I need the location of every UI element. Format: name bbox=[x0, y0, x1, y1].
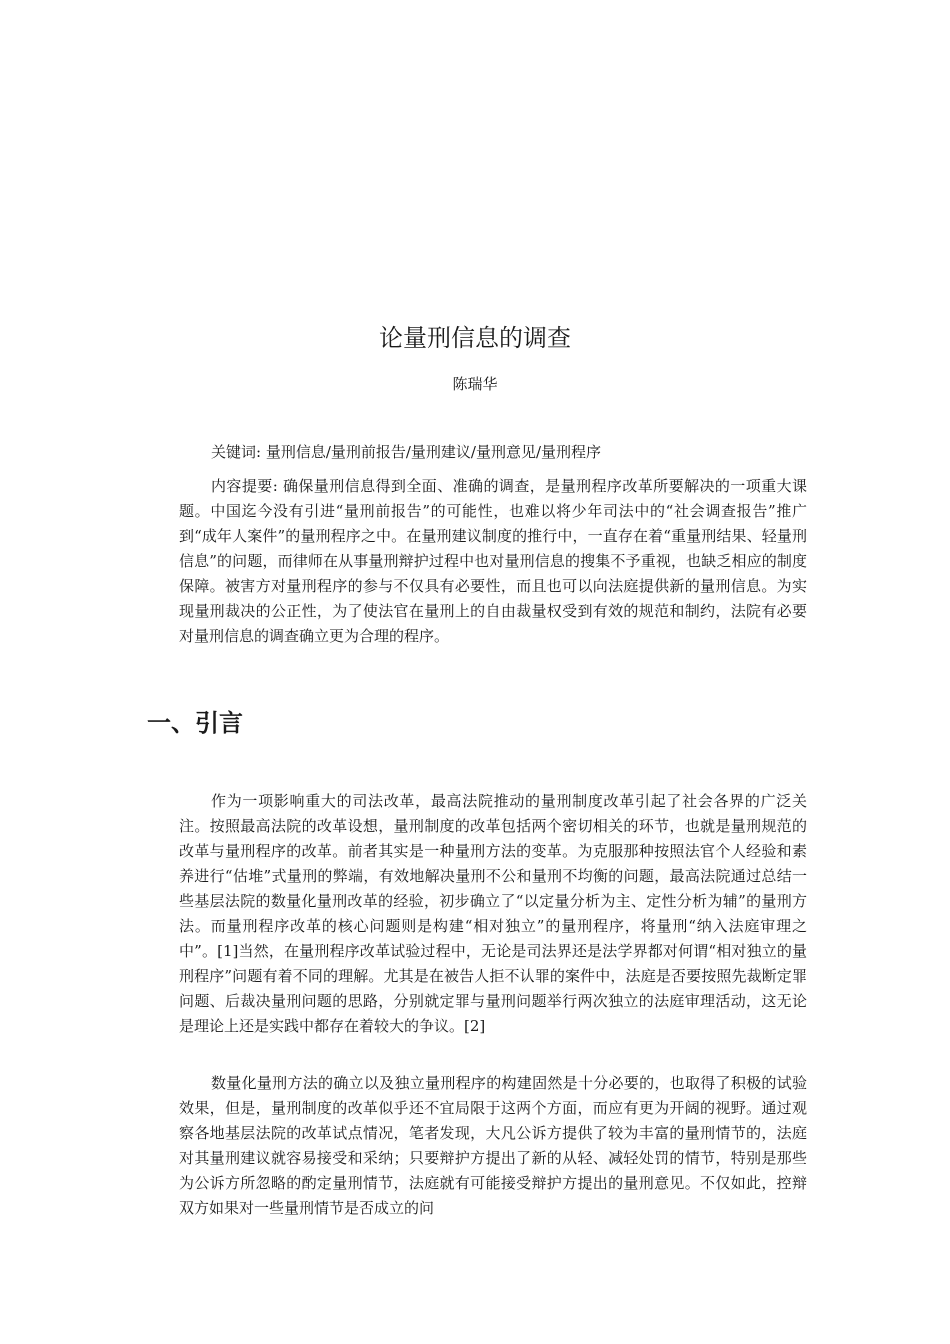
abstract-paragraph: 内容提要: 确保量刑信息得到全面、准确的调查，是量刑程序改革所要解决的一项重大课题。中国迄今没有引进“量刑前报告”的可能性，也难以将少年司法中的“社会调查报告”推广到“成年人案件”的量刑程序之中。在量刑建议制度的推行中，一直存在着“重量刑结果、轻量刑信息”的问题，而律师在从事量刑辩护过程中也对量刑信息的搜集不予重视，也缺乏相应的制度保障。被害方对量刑程序的参与不仅具有必要性，而且也可以向法庭提供新的量刑信息。为实现量刑裁决的公正性，为了使法官在量刑上的自由裁量权受到有效的规范和制约，法院有必要对量刑信息的调查确立更为合理的程序。 bbox=[179, 477, 807, 645]
keywords-line: 关键词: 量刑信息/量刑前报告/量刑建议/量刑意见/量刑程序 bbox=[211, 443, 602, 461]
section-heading-introduction: 一、引言 bbox=[147, 709, 243, 737]
author-name: 陈瑞华 bbox=[452, 375, 498, 393]
paper-title: 论量刑信息的调查 bbox=[379, 324, 571, 352]
body-paragraph: 作为一项影响重大的司法改革，最高法院推动的量刑制度改革引起了社会各界的广泛关注。按照最高法院的改革设想，量刑制度的改革包括两个密切相关的环节，也就是量刑规范的改革与量刑程序的改革。前者其实是一种量刑方法的变革。为克服那种按照法官个人经验和素养进行“估堆”式量刑的弊端，有效地解决量刑不公和量刑不均衡的问题，最高法院通过总结一些基层法院的数量化量刑改革的经验，初步确立了“以定量分析为主、定性分析为辅”的量刑方法。而量刑程序改革的核心问题则是构建“相对独立”的量刑程序，将量刑“纳入法庭审理之中”。[1]当然，在量刑程序改革试验过程中，无论是司法界还是法学界都对何谓“相对独立的量刑程序”问题有着不同的理解。尤其是在被告人拒不认罪的案件中，法庭是否要按照先裁断定罪问题、后裁决量刑问题的思路，分别就定罪与量刑问题举行两次独立的法庭审理活动，这无论是理论上还是实践中都存在着较大的争议。[2] bbox=[179, 792, 807, 1035]
body-paragraph: 数量化量刑方法的确立以及独立量刑程序的构建固然是十分必要的，也取得了积极的试验效果，但是，量刑制度的改革似乎还不宜局限于这两个方面，而应有更为开阔的视野。通过观察各地基层法院的改革试点情况，笔者发现，大凡公诉方提供了较为丰富的量刑情节的，法庭对其量刑建议就容易接受和采纳；只要辩护方提出了新的从轻、减轻处罚的情节，特别是那些为公诉方所忽略的酌定量刑情节，法庭就有可能接受辩护方提出的量刑意见。不仅如此，控辩双方如果对一些量刑情节是否成立的问 bbox=[179, 1074, 807, 1217]
